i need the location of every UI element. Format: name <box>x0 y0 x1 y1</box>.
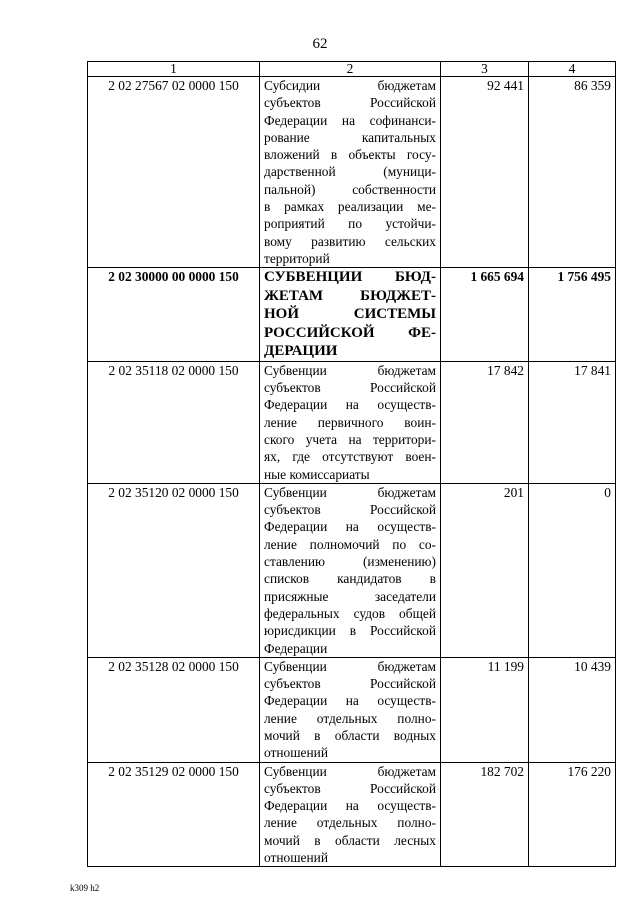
description-line: ЖЕТАМ БЮДЖЕТ- <box>264 287 436 304</box>
description-line: субъектов Российской <box>264 95 436 111</box>
description-line: в рамках реализации ме- <box>264 199 436 215</box>
description-line: СУБВЕНЦИИ БЮД- <box>264 269 436 286</box>
description-cell <box>260 268 441 362</box>
amount-col4-cell: 176 220 <box>529 762 616 867</box>
description-line: ского учета на территори- <box>264 431 436 447</box>
amount-col3-cell: 17 842 <box>441 361 529 483</box>
description-cell <box>260 762 441 867</box>
description-line: Субсидии бюджетам <box>264 78 436 93</box>
footer-code: k309 h2 <box>70 883 100 893</box>
description-line: федеральных судов общей <box>264 605 436 621</box>
amount-col3-cell: 92 441 <box>441 77 529 268</box>
description-cell <box>260 483 441 657</box>
description-line: НОЙ СИСТЕМЫ <box>264 306 436 323</box>
column-header-1: 1 <box>88 62 260 77</box>
description-cell <box>260 657 441 762</box>
description-line: ях, где отсутствуют воен- <box>264 449 436 465</box>
amount-col4-cell: 17 841 <box>529 361 616 483</box>
column-header-3: 3 <box>441 62 529 77</box>
description-line: дарственной (муници- <box>264 164 436 180</box>
description-line: Федерации на осуществ- <box>264 397 436 413</box>
description-line: вому развитию сельских <box>264 233 436 249</box>
budget-code-cell: 2 02 35118 02 0000 150 <box>88 361 260 483</box>
description-line: рование капитальных <box>264 129 436 145</box>
amount-col4-cell: 0 <box>529 483 616 657</box>
description-line: пальной) собственности <box>264 181 436 197</box>
description-line: РОССИЙСКОЙ ФЕ- <box>264 324 436 341</box>
table-header-row <box>88 62 616 77</box>
description-line: ление полномочий по со- <box>264 536 436 552</box>
budget-code-cell: 2 02 30000 00 0000 150 <box>88 268 260 362</box>
description-line: субъектов Российской <box>264 502 436 518</box>
description-cell <box>260 361 441 483</box>
table-row <box>88 657 616 762</box>
amount-col3-cell: 1 665 694 <box>441 268 529 362</box>
amount-col3-cell: 201 <box>441 483 529 657</box>
amount-col3-cell: 182 702 <box>441 762 529 867</box>
description-line: отношений <box>264 850 328 866</box>
budget-code-cell: 2 02 35120 02 0000 150 <box>88 483 260 657</box>
description-line: территорий <box>264 250 330 266</box>
description-line: субъектов Российской <box>264 780 436 796</box>
description-line: субъектов Российской <box>264 676 436 692</box>
description-line: ление первичного воин- <box>264 414 436 430</box>
description-line: Федерации на осуществ- <box>264 798 436 814</box>
table-row <box>88 361 616 483</box>
description-cell <box>260 77 441 268</box>
amount-col4-cell: 1 756 495 <box>529 268 616 362</box>
page-number: 62 <box>312 36 328 52</box>
table-body <box>88 62 616 867</box>
description-line: мочий в области водных <box>264 728 436 743</box>
amount-col4-cell: 10 439 <box>529 657 616 762</box>
description-line: Субвенции бюджетам <box>264 658 436 674</box>
description-line: присяжные заседатели <box>264 588 436 604</box>
budget-code-cell: 2 02 35129 02 0000 150 <box>88 762 260 867</box>
description-line: ные комиссариаты <box>264 466 370 482</box>
description-line: ДЕРАЦИИ <box>264 343 338 360</box>
table-row <box>88 483 616 657</box>
description-line: Субвенции бюджетам <box>264 362 436 378</box>
description-line: субъектов Российской <box>264 380 436 396</box>
column-header-4: 4 <box>529 62 616 77</box>
description-line: списков кандидатов в <box>264 571 436 587</box>
description-line: ставлению (изменению) <box>264 554 436 570</box>
description-line: Федерации <box>264 640 328 656</box>
column-header-2: 2 <box>260 62 441 77</box>
amount-col4-cell: 86 359 <box>529 77 616 268</box>
description-line: ление отдельных полно- <box>264 710 436 726</box>
description-line: юрисдикции в Российской <box>264 623 436 639</box>
description-line: Субвенции бюджетам <box>264 763 436 779</box>
budget-code-cell: 2 02 35128 02 0000 150 <box>88 657 260 762</box>
description-line: Федерации на осуществ- <box>264 693 436 709</box>
description-line: Федерации на софинанси- <box>264 112 436 128</box>
description-line: Федерации на осуществ- <box>264 519 436 535</box>
description-line: роприятий по устойчи- <box>264 216 436 232</box>
description-line: вложений в объекты госу- <box>264 147 436 163</box>
budget-code-cell: 2 02 27567 02 0000 150 <box>88 77 260 268</box>
description-line: отношений <box>264 745 328 761</box>
description-line: ление отдельных полно- <box>264 815 436 831</box>
description-line: мочий в области лесных <box>264 832 436 848</box>
budget-table <box>87 61 616 867</box>
table-row <box>88 77 616 268</box>
table-row <box>88 762 616 867</box>
table-row <box>88 268 616 362</box>
amount-col3-cell: 11 199 <box>441 657 529 762</box>
description-line: Субвенции бюджетам <box>264 484 436 500</box>
